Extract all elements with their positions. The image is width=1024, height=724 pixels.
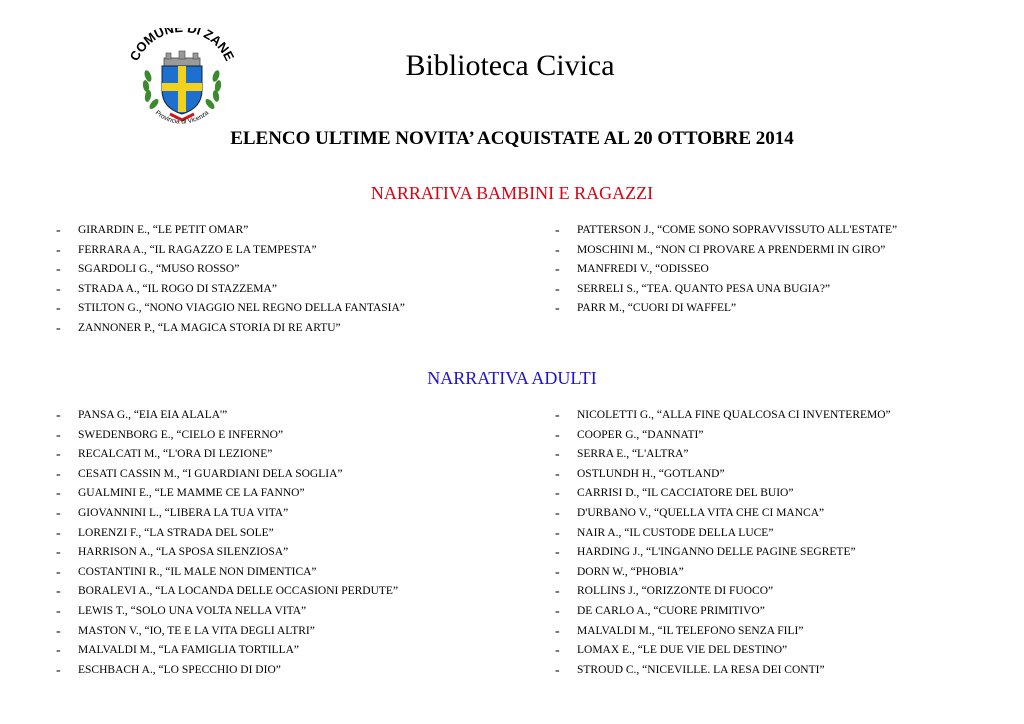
shield-icon [162, 66, 202, 114]
list-item [555, 602, 891, 622]
bullet-dash: - [555, 466, 560, 482]
section-title-kids: NARRATIVA BAMBINI E RAGAZZI [370, 183, 654, 203]
bullet-dash: - [555, 525, 560, 541]
list-item [555, 445, 891, 465]
bullet-dash: - [56, 223, 61, 238]
book-entry: SGARDOLI G., “MUSO ROSSO” [78, 263, 240, 276]
list-item [555, 406, 891, 426]
book-entry: PARR M., “CUORI DI WAFFEL” [577, 302, 737, 315]
list-item [555, 484, 891, 504]
list-item [555, 426, 891, 446]
book-entry: NICOLETTI G., “ALLA FINE QUALCOSA CI INVENTEREMO” [577, 409, 891, 421]
list-item [555, 524, 891, 544]
list-item [555, 543, 891, 563]
list-item [56, 426, 398, 446]
bullet-dash: - [56, 262, 61, 278]
bullet-dash: - [56, 427, 61, 443]
book-entry: LOMAX E., “LE DUE VIE DEL DESTINO” [577, 644, 788, 657]
bullet-dash: - [555, 301, 560, 317]
book-entry: ZANNONER P., “LA MAGICA STORIA DI RE ARTU” [78, 321, 341, 334]
book-entry: SERRELI S., “TEA. QUANTO PESA UNA BUGIA?” [577, 282, 831, 295]
list-item [56, 641, 398, 661]
book-entry: RECALCATI M., “L'ORA DI LEZIONE” [78, 448, 273, 461]
bullet-dash: - [555, 545, 560, 561]
bullet-dash: - [56, 603, 61, 619]
list-item [56, 504, 398, 524]
page-title: Biblioteca Civica [405, 49, 615, 82]
book-entry: LEWIS T., “SOLO UNA VOLTA NELLA VITA” [78, 604, 307, 617]
list-item [555, 563, 891, 583]
list-item [56, 543, 398, 563]
kids-list-left [56, 221, 405, 339]
bullet-dash: - [555, 408, 560, 423]
list-item [56, 465, 398, 485]
list-item [56, 406, 398, 426]
list-item [56, 319, 405, 339]
bullet-dash: - [56, 564, 61, 580]
list-item [56, 221, 405, 241]
page-subtitle: ELENCO ULTIME NOVITA’ ACQUISTATE AL 20 OTTOBRE 2014 [230, 128, 794, 149]
book-entry: CESATI CASSIN M., “I GUARDIANI DELA SOGLIA” [78, 467, 343, 480]
book-entry: COSTANTINI R., “IL MALE NON DIMENTICA” [78, 565, 317, 578]
list-item [56, 484, 398, 504]
list-item [56, 602, 398, 622]
book-entry: GIOVANNINI L., “LIBERA LA TUA VITA” [78, 506, 289, 519]
list-item [56, 524, 398, 544]
bullet-dash: - [56, 281, 61, 297]
bullet-dash: - [56, 525, 61, 541]
list-item [555, 641, 891, 661]
list-item [56, 622, 398, 642]
book-entry: ESCHBACH A., “LO SPECCHIO DI DIO” [78, 663, 281, 676]
bullet-dash: - [555, 623, 560, 639]
bullet-dash: - [555, 662, 560, 678]
book-entry: SERRA E., “L'ALTRA” [577, 448, 689, 461]
bullet-dash: - [56, 623, 61, 639]
municipality-logo [126, 28, 238, 130]
book-entry: DORN W., “PHOBIA” [577, 565, 684, 578]
bullet-dash: - [555, 427, 560, 443]
book-entry: PANSA G., “EIA EIA ALALA'” [78, 409, 228, 421]
book-entry: MANFREDI V., “ODISSEO [577, 263, 709, 276]
bullet-dash: - [56, 662, 61, 678]
section-title-adults: NARRATIVA ADULTI [427, 368, 597, 388]
crown-icon [164, 51, 200, 66]
bullet-dash: - [56, 301, 61, 317]
book-entry: LORENZI F., “LA STRADA DEL SOLE” [78, 526, 274, 539]
book-entry: PATTERSON J., “COME SONO SOPRAVVISSUTO ALL'ESTATE” [577, 224, 898, 236]
list-item [56, 241, 405, 261]
list-item [555, 221, 897, 241]
bullet-dash: - [555, 242, 560, 258]
list-item [56, 445, 398, 465]
list-item [56, 260, 405, 280]
bullet-dash: - [56, 643, 61, 659]
book-entry: NAIR A., “IL CUSTODE DELLA LUCE” [577, 526, 774, 539]
adults-list-left [56, 406, 398, 680]
bullet-dash: - [555, 564, 560, 580]
book-entry: MALVALDI M., “LA FAMIGLIA TORTILLA” [78, 644, 299, 657]
bullet-dash: - [555, 486, 560, 502]
bullet-dash: - [555, 505, 560, 521]
list-item [555, 280, 897, 300]
kids-list-right [555, 221, 897, 319]
book-entry: GIRARDIN E., “LE PETIT OMAR” [78, 224, 249, 236]
list-item [555, 504, 891, 524]
bullet-dash: - [56, 486, 61, 502]
list-item [56, 280, 405, 300]
bullet-dash: - [555, 584, 560, 600]
logo-arc-text: COMUN DI ZANE [126, 28, 238, 64]
book-entry: STROUD C., “NICEVILLE. LA RESA DEI CONTI” [577, 663, 825, 676]
list-item [555, 299, 897, 319]
bullet-dash: - [56, 242, 61, 258]
list-item [555, 661, 891, 681]
bullet-dash: - [555, 603, 560, 619]
list-item [555, 241, 897, 261]
book-entry: GUALMINI E., “LE MAMME CE LA FANNO” [78, 487, 305, 500]
bullet-dash: - [56, 545, 61, 561]
bullet-dash: - [56, 447, 61, 463]
book-entry: ROLLINS J., “ORIZZONTE DI FUOCO” [577, 585, 774, 598]
logo-bottom-text: Provincia di Vicenza [153, 109, 211, 126]
book-entry: STILTON G., “NONO VIAGGIO NEL REGNO DELLA FANTASIA” [78, 302, 405, 315]
bullet-dash: - [56, 466, 61, 482]
bullet-dash: - [56, 320, 61, 336]
list-item [555, 465, 891, 485]
book-entry: HARDING J., “L'INGANNO DELLE PAGINE SEGRETE” [577, 546, 856, 559]
list-item [56, 563, 398, 583]
book-entry: DE CARLO A., “CUORE PRIMITIVO” [577, 604, 765, 617]
book-entry: MOSCHINI M., “NON CI PROVARE A PRENDERMI IN GIRO” [577, 243, 886, 256]
book-entry: SWEDENBORG E., “CIELO E INFERNO” [78, 428, 284, 441]
list-item [555, 260, 897, 280]
adults-list-right [555, 406, 891, 680]
list-item [555, 622, 891, 642]
book-entry: CARRISI D., “IL CACCIATORE DEL BUIO” [577, 487, 794, 500]
book-entry: STRADA A., “IL ROGO DI STAZZEMA” [78, 282, 277, 295]
book-entry: COOPER G., “DANNATI” [577, 428, 704, 441]
book-entry: MASTON V., “IO, TE E LA VITA DEGLI ALTRI” [78, 624, 315, 637]
bullet-dash: - [555, 447, 560, 463]
bullet-dash: - [555, 262, 560, 278]
book-entry: FERRARA A., “IL RAGAZZO E LA TEMPESTA” [78, 243, 317, 256]
list-item [56, 582, 398, 602]
bullet-dash: - [555, 223, 560, 238]
bullet-dash: - [555, 643, 560, 659]
book-entry: OSTLUNDH H., “GOTLAND” [577, 467, 725, 480]
bullet-dash: - [555, 281, 560, 297]
book-entry: MALVALDI M., “IL TELEFONO SENZA FILI” [577, 624, 804, 637]
list-item [56, 299, 405, 319]
bullet-dash: - [56, 505, 61, 521]
book-entry: D'URBANO V., “QUELLA VITA CHE CI MANCA” [577, 506, 825, 519]
bullet-dash: - [56, 408, 61, 423]
list-item [555, 582, 891, 602]
book-entry: BORALEVI A., “LA LOCANDA DELLE OCCASIONI PERDUTE” [78, 585, 399, 598]
bullet-dash: - [56, 584, 61, 600]
list-item [56, 661, 398, 681]
book-entry: HARRISON A., “LA SPOSA SILENZIOSA” [78, 546, 289, 559]
